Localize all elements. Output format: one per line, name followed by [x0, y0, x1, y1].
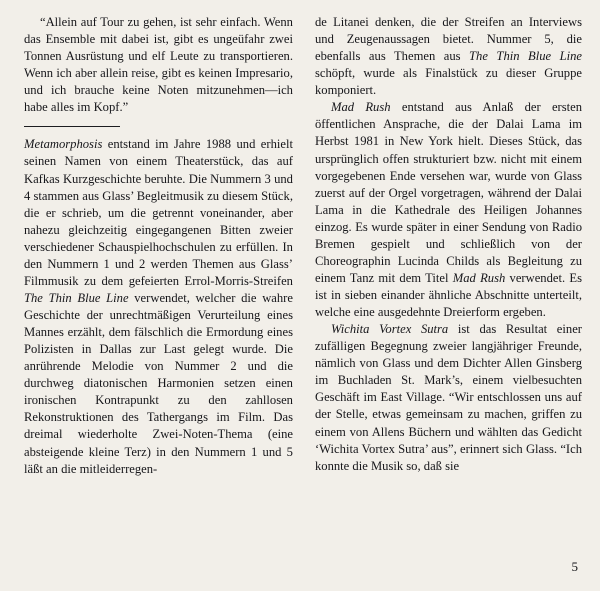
section-divider-rule: [24, 126, 120, 127]
right-column: [315, 14, 582, 581]
wichita-vortex-sutra-paragraph: [315, 321, 582, 475]
continued-paragraph: [315, 14, 582, 99]
mad-rush-text-b: verwendet. Es ist in sieben einander ähnliche Abschnitte unterteilt, welche eine ausgedehnte Dreierform ergeben.: [314, 270, 582, 320]
two-column-layout: [24, 14, 582, 581]
wichita-text-a: ist das Resultat einer zufälligen Begegnung zweier langjähriger Freunde, nämlich von Glass und dem Dichter Allen Ginsberg im Buchladen St. Mark’s, einem vielbesuchten Geschäft im East Village. “Wir entschlossen uns auf der Stelle, etwas gemeinsam zu machen, griffen zu einem von Allens Büchern und wählten das Gedicht ‘Wichita Vortex Sutra’ aus”, erinnert sich Glass. “Ich konnte die Musik so, daß sie: [314, 322, 582, 473]
left-column: [24, 14, 293, 581]
quote-paragraph: “Allein auf Tour zu gehen, ist sehr einfach. Wenn das Ensemble mit dabei ist, gibt es ungeüfahr zwei Tonnen Ausrüstung und elf Leute zu transportieren. Wenn ich aber allein reise, gibt es keinen Impresario, und ich brauche keine Noten mitzunehmen—ich habe alles im Kopf.”: [24, 15, 293, 115]
work-title-wichita-vortex-sutra: Wichita Vortex Sutra: [330, 322, 449, 337]
metamorphosis-paragraph: [24, 136, 293, 477]
work-title-thin-blue-line-left: The Thin Blue Line: [24, 290, 129, 305]
mad-rush-paragraph: [315, 99, 582, 321]
work-title-thin-blue-line-right: The Thin Blue Line: [469, 49, 582, 64]
continued-text-a: de Litanei denken, die der Streifen an Interviews und Zeugenaussagen bietet. Nummer 5, die ebenfalls aus Themen aus: [314, 15, 582, 64]
metamorphosis-text-a: entstand im Jahre 1988 und erhielt seinen Namen von einem Theaterstück, das auf Kafkas Kurzgeschichte beruhte. Die Nummern 3 und 4 stammen aus Glass’ Begleitmusik zu diesem Stück, die er schrieb, um die getrennt voneinander, aber nahezu gleichzeitig eingegangenen Bitten zweier verschiedener Schauspielhochschulen zu erfüllen. In den Nummern 1 und 2 werden Themen aus Glass’ Filmmusik zu dem gefeierten Errol-Morris-Streifen: [24, 137, 293, 288]
work-title-mad-rush: Mad Rush: [330, 100, 391, 115]
work-title-mad-rush-dance: Mad Rush: [452, 270, 506, 285]
page-number: 5: [571, 559, 578, 574]
continued-text-b: schöpft, wurde als Finalstück zu dieser Gruppe komponiert.: [314, 66, 582, 98]
mad-rush-text-a: entstand aus Anlaß der ersten öffentlichen Ansprache, die der Dalai Lama im Herbst 1981 in New York hielt. Dieses Stück, das ursprünglich offen strukturiert bzw. nicht mit einem vorgegebenen Ende versehen war, wurde von Glass zuerst auf der Orgel vorgetragen, während der Dalai Lama in die Kathedrale des Heiligen Johannes einzog. Es wurde später in einer Sendung von Radio Bremen gespielt und schließlich von der Choreographin Lucinda Childs als Begleitung zu einem Tanz mit dem Titel: [314, 100, 583, 285]
work-title-metamorphosis: Metamorphosis: [24, 137, 103, 152]
metamorphosis-text-b: verwendet, welcher die wahre Geschichte der unrechtmäßigen Verurteilung eines Mannes erzählt, dem fälschlich die Ermordung eines Polizisten in Dallas zur Last gelegt wurde. Die anrührende Melodie von Nummer 2 und die durchweg diatonischen Harmonien setzen einen ironischen Kontrapunkt zu den zahllosen Rekonstruktionen des Tathergangs im Film. Das dreimal wiederholte Zwei-Noten-Thema (eine absteigende kleine Terz) in den Nummern 1 und 5 läßt an die mitleiderregen-: [24, 290, 293, 476]
